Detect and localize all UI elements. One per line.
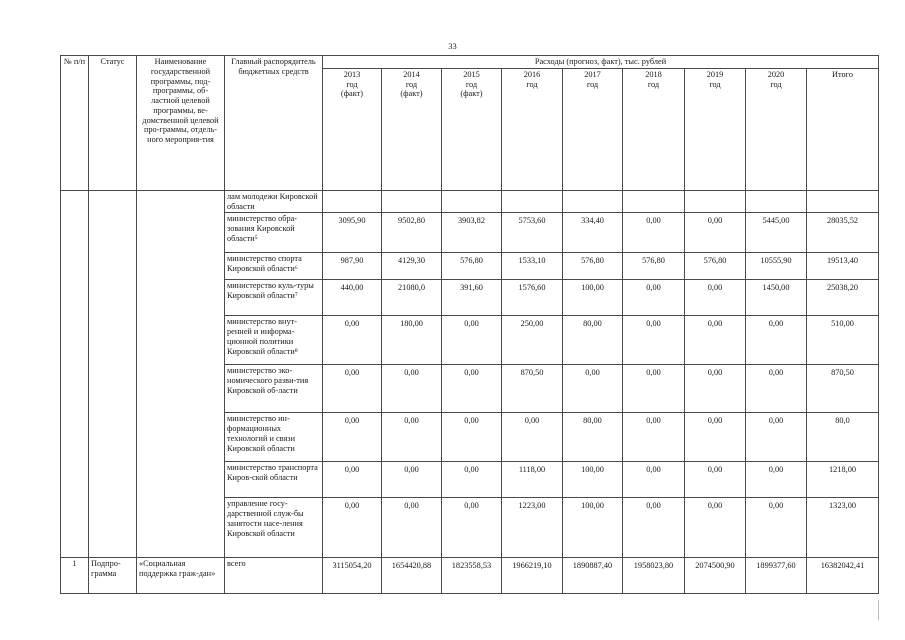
cell-admin: министерство спорта Кировской области⁶	[225, 253, 323, 280]
cell-total: 1323,00	[807, 498, 879, 558]
budget-table	[60, 55, 879, 594]
cell-value: 0,00	[323, 413, 382, 462]
header-year: 2013 год (факт)	[323, 68, 382, 190]
cell-value: 3115054,20	[323, 558, 382, 594]
cell-value: 100,00	[563, 498, 623, 558]
cell-value: 0,00	[382, 365, 442, 413]
cell-value	[563, 190, 623, 213]
header-name: Наименование государственной программы, под-программы, об-ластной целевой программы, ве-домственной целевой про-граммы, отдель-ного мероприя-тия	[137, 56, 225, 191]
cell-value: 1223,00	[502, 498, 563, 558]
cell-no: 1	[61, 558, 89, 594]
header-year: 2015 год (факт)	[442, 68, 502, 190]
cell-value: 250,00	[502, 316, 563, 365]
cell-value: 870,50	[502, 365, 563, 413]
cell-value: 100,00	[563, 280, 623, 316]
cell-value	[502, 190, 563, 213]
cell-value: 576,80	[623, 253, 685, 280]
cell-total: 16382042,41	[807, 558, 879, 594]
cell-value: 1966219,10	[502, 558, 563, 594]
cell-value: 1533,10	[502, 253, 563, 280]
cell-value: 0,00	[685, 213, 746, 253]
cell-value: 1890887,40	[563, 558, 623, 594]
cell-admin: управление госу-дарственной служ-бы занятости насе-ления Кировской области	[225, 498, 323, 558]
cell-status-empty	[89, 190, 137, 558]
cell-value: 440,00	[323, 280, 382, 316]
cell-value: 1450,00	[746, 280, 807, 316]
cell-value: 0,00	[623, 280, 685, 316]
cell-value: 80,00	[563, 316, 623, 365]
cell-value: 100,00	[563, 462, 623, 498]
cell-value: 0,00	[502, 413, 563, 462]
cell-value: 5445,00	[746, 213, 807, 253]
cell-total: 25038,20	[807, 280, 879, 316]
cell-name: «Социальная поддержка граж-дан»	[137, 558, 225, 594]
cell-value: 0,00	[323, 462, 382, 498]
cell-value: 3095,90	[323, 213, 382, 253]
cell-value	[685, 190, 746, 213]
cell-admin: министерство обра-зования Кировской области⁵	[225, 213, 323, 253]
cell-total: 19513,40	[807, 253, 879, 280]
cell-value: 0,00	[382, 413, 442, 462]
cell-value: 80,00	[563, 413, 623, 462]
cell-value: 1118,00	[502, 462, 563, 498]
cell-value: 0,00	[442, 462, 502, 498]
header-year: 2020 год	[746, 68, 807, 190]
cell-admin: министерство куль-туры Кировской области⁷	[225, 280, 323, 316]
cell-value	[382, 190, 442, 213]
cell-value: 0,00	[746, 316, 807, 365]
cell-value: 0,00	[746, 462, 807, 498]
cell-value: 0,00	[442, 413, 502, 462]
cell-no-empty	[61, 190, 89, 558]
cell-value: 576,80	[442, 253, 502, 280]
subprogram-row	[61, 558, 879, 594]
cell-value: 0,00	[323, 498, 382, 558]
cell-value: 0,00	[685, 413, 746, 462]
cell-value: 10555,90	[746, 253, 807, 280]
cell-value: 0,00	[685, 280, 746, 316]
cell-value: 180,00	[382, 316, 442, 365]
header-year: 2019 год	[685, 68, 746, 190]
cell-value: 391,60	[442, 280, 502, 316]
cell-admin: министерство эко-номического разви-тия Кировской об-ласти	[225, 365, 323, 413]
cell-value: 0,00	[563, 365, 623, 413]
cell-total: 28035,52	[807, 213, 879, 253]
cell-admin: министерство внут-ренней и информа-ционной политики Кировской области⁸	[225, 316, 323, 365]
cell-total: 510,00	[807, 316, 879, 365]
cell-admin: министерство ин-формационных технологий и связи Кировской области	[225, 413, 323, 462]
scan-edge-mark	[878, 600, 879, 620]
cell-admin: всего	[225, 558, 323, 594]
cell-value: 0,00	[685, 462, 746, 498]
cell-name-empty	[137, 190, 225, 558]
cell-value: 1899377,60	[746, 558, 807, 594]
cell-value: 21080,0	[382, 280, 442, 316]
cell-value: 0,00	[623, 498, 685, 558]
cell-value	[323, 190, 382, 213]
cell-value: 1823558,53	[442, 558, 502, 594]
table-body	[61, 190, 879, 594]
cell-status: Подпро-грамма	[89, 558, 137, 594]
header-total: Итого	[807, 68, 879, 190]
cell-value: 0,00	[623, 316, 685, 365]
cell-value	[746, 190, 807, 213]
header-year: 2018 год	[623, 68, 685, 190]
cell-admin: лам молодежи Кировской области	[225, 190, 323, 213]
header-year: 2014 год (факт)	[382, 68, 442, 190]
cell-value	[442, 190, 502, 213]
cell-total	[807, 190, 879, 213]
cell-value: 987,90	[323, 253, 382, 280]
cell-admin: министерство транспорта Киров-ской области	[225, 462, 323, 498]
cell-value: 1576,60	[502, 280, 563, 316]
cell-value: 0,00	[382, 462, 442, 498]
cell-value: 0,00	[442, 365, 502, 413]
cell-value: 0,00	[746, 365, 807, 413]
page-number: 33	[448, 41, 457, 51]
cell-value: 0,00	[323, 365, 382, 413]
cell-value: 576,80	[685, 253, 746, 280]
header-expenses: Расходы (прогноз, факт), тыс. рублей	[323, 56, 879, 69]
cell-total: 80,0	[807, 413, 879, 462]
cell-value: 5753,60	[502, 213, 563, 253]
header-status: Статус	[89, 56, 137, 191]
cell-value: 9502,80	[382, 213, 442, 253]
cell-value: 3903,82	[442, 213, 502, 253]
header-year: 2017 год	[563, 68, 623, 190]
cell-value: 0,00	[323, 316, 382, 365]
cell-value: 334,40	[563, 213, 623, 253]
cell-value: 576,80	[563, 253, 623, 280]
cell-value: 1654420,88	[382, 558, 442, 594]
cell-value: 0,00	[746, 413, 807, 462]
cell-value: 0,00	[746, 498, 807, 558]
table-row	[61, 190, 879, 213]
cell-value: 4129,30	[382, 253, 442, 280]
cell-value: 0,00	[685, 365, 746, 413]
header-year: 2016 год	[502, 68, 563, 190]
cell-value: 0,00	[442, 316, 502, 365]
cell-value: 0,00	[382, 498, 442, 558]
cell-value: 0,00	[623, 365, 685, 413]
cell-value: 0,00	[442, 498, 502, 558]
cell-total: 870,50	[807, 365, 879, 413]
cell-value: 1958023,80	[623, 558, 685, 594]
cell-value: 0,00	[623, 213, 685, 253]
header-no: № п/п	[61, 56, 89, 191]
cell-value: 0,00	[685, 498, 746, 558]
cell-value	[623, 190, 685, 213]
header-admin: Главный распорядитель бюджетных средств	[225, 56, 323, 191]
cell-value: 0,00	[623, 462, 685, 498]
cell-value: 0,00	[623, 413, 685, 462]
cell-value: 0,00	[685, 316, 746, 365]
cell-value: 2074500,90	[685, 558, 746, 594]
cell-total: 1218,00	[807, 462, 879, 498]
